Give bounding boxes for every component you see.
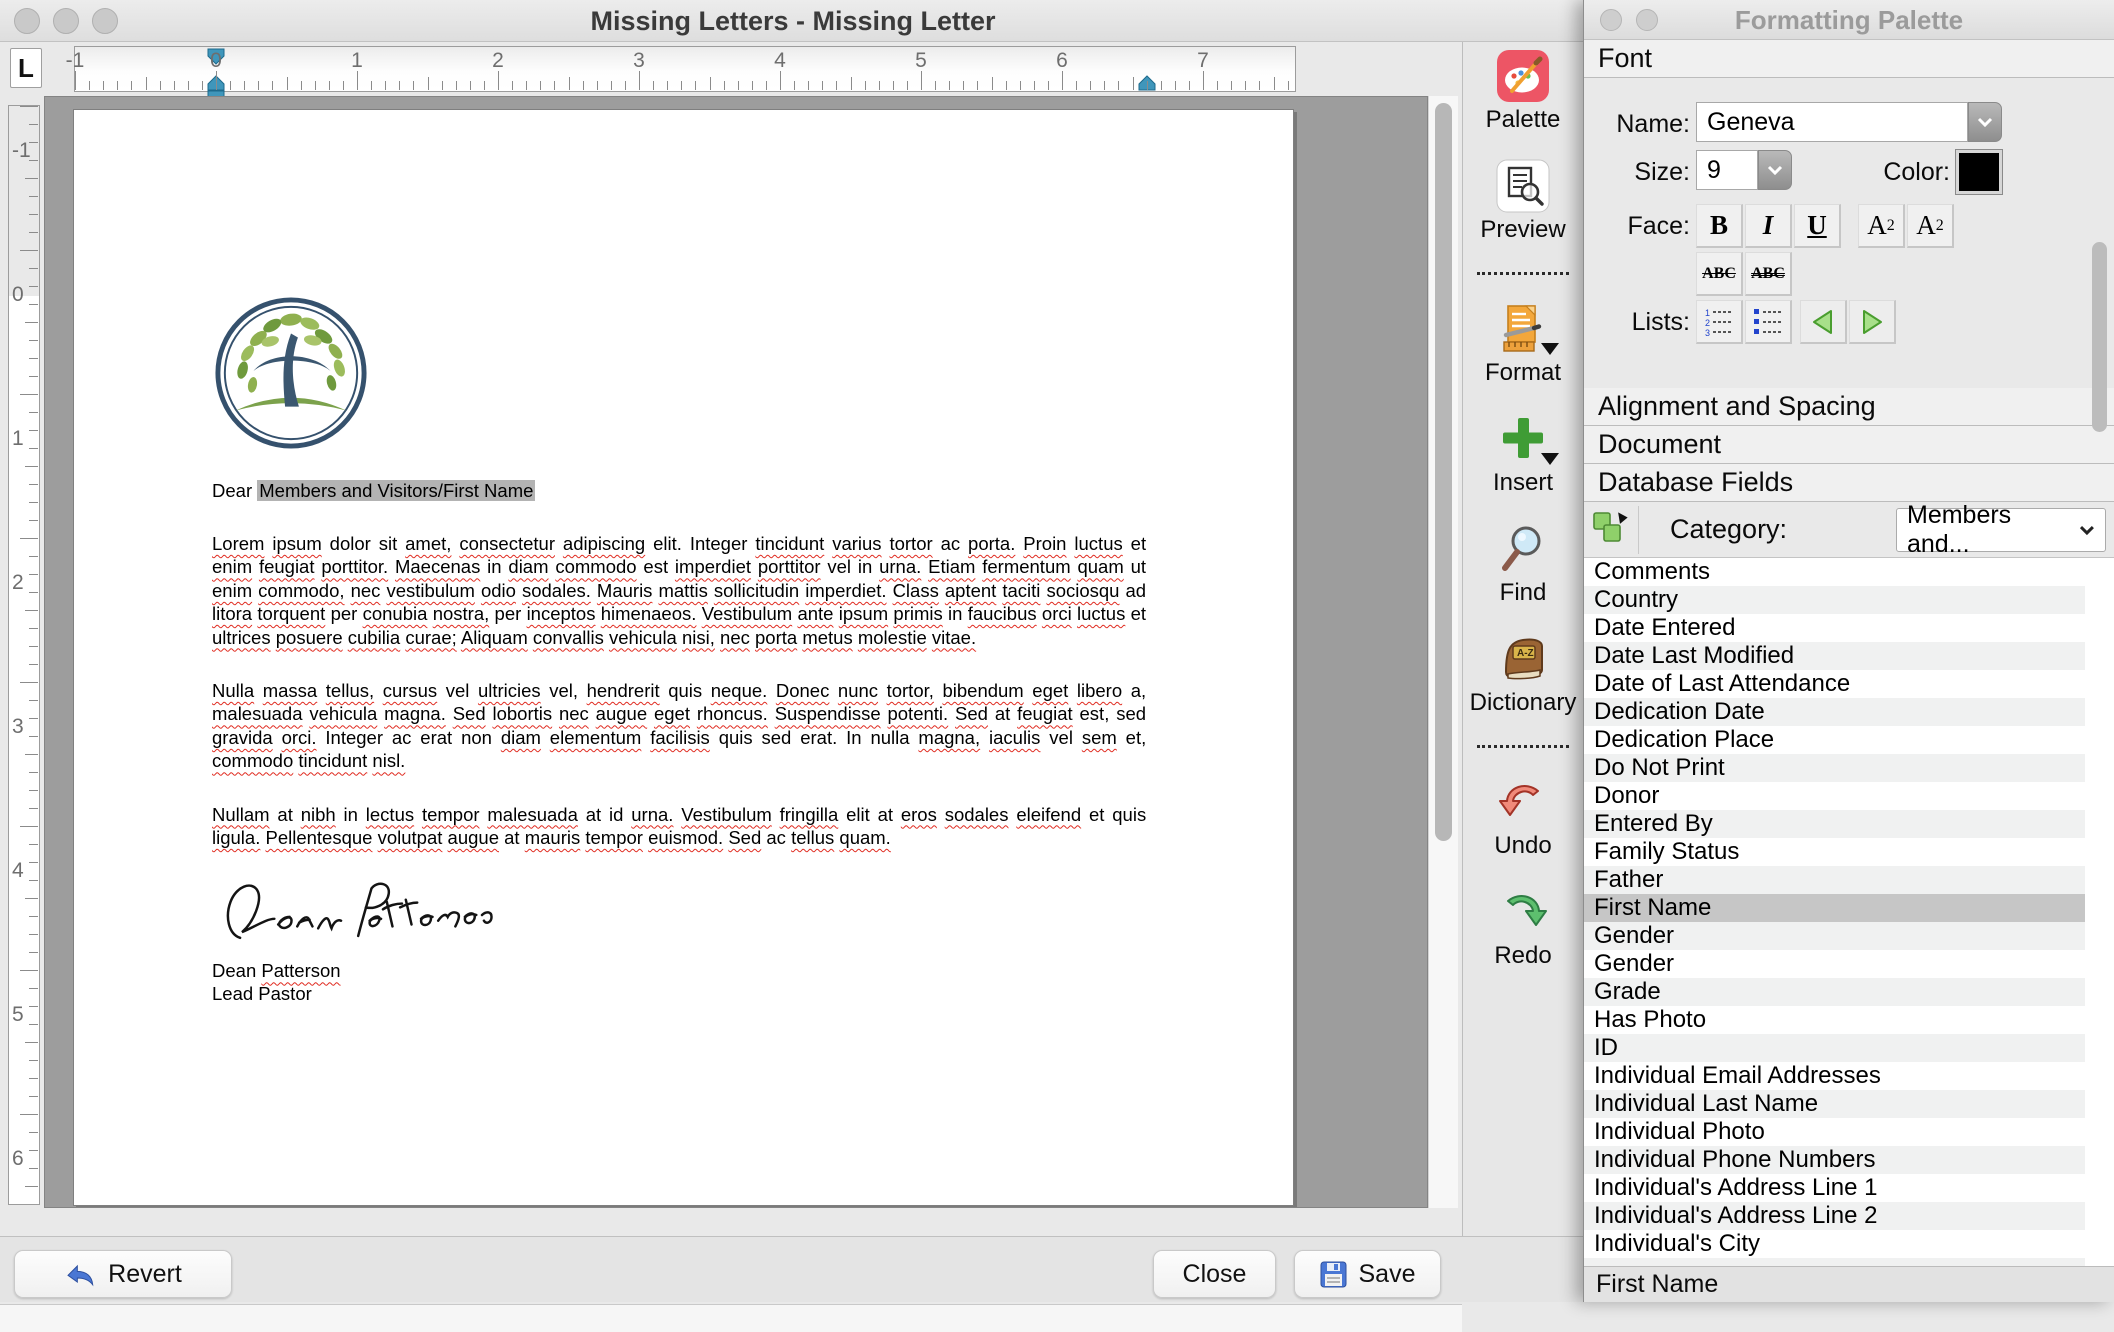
section-header-alignment[interactable]: Alignment and Spacing	[1584, 388, 2114, 426]
tab-stop-selector[interactable]: L	[10, 48, 42, 88]
strikethrough-button[interactable]: ABC	[1696, 252, 1743, 296]
field-item[interactable]: First Name	[1584, 894, 2085, 922]
redo-icon	[1495, 884, 1551, 940]
palette-button[interactable]: Palette	[1486, 48, 1561, 134]
document-pasteboard	[44, 96, 1428, 1208]
right-arrow-icon	[1858, 308, 1886, 336]
field-item[interactable]: Father	[1584, 866, 2085, 894]
preview-button[interactable]: Preview	[1480, 158, 1565, 244]
selected-field-footer: First Name	[1584, 1266, 2114, 1302]
vertical-scrollbar[interactable]	[1428, 96, 1458, 1208]
section-header-document[interactable]: Document	[1584, 426, 2114, 464]
superscript-button[interactable]: A 2	[1858, 204, 1905, 248]
horizontal-ruler[interactable]: -1 0 1 2 3 4 5 6 7	[74, 46, 1296, 92]
database-fields-list	[1584, 558, 2114, 1266]
field-item[interactable]: Donor	[1594, 782, 1660, 809]
field-item[interactable]: Gender	[1584, 922, 2085, 950]
numbered-list-button[interactable]	[1696, 300, 1743, 344]
bold-button[interactable]: B	[1696, 204, 1743, 248]
field-item[interactable]: Individual's City	[1594, 1230, 1760, 1257]
toolbar-separator	[1477, 745, 1569, 748]
vertical-ruler[interactable]: -1 0 1 2 3 4 5 6	[8, 105, 40, 1205]
right-toolbar	[1462, 42, 1583, 1236]
field-item[interactable]: ID	[1584, 1034, 2085, 1062]
field-item[interactable]: Individual's Address Line 1	[1594, 1174, 1878, 1201]
chevron-down-icon	[2079, 525, 2095, 536]
bulleted-list-button[interactable]	[1745, 300, 1792, 344]
salutation-prefix: Dear	[212, 480, 258, 501]
letter-paragraph: Nulla massa tellus, cursus vel ultricies vel, hendrerit quis neque. Donec nunc tortor, bibendum eget libero a, malesuada vehicula magna. Sed lobortis nec augue eget rhoncus. Suspendisse potenti. Sed at feugiat est, sed gravida orci. Integer ac erat non diam elementum facilisis quis sed erat. In nulla magna, iaculis vel sem et, commodo tincidunt nisl.	[212, 680, 1147, 772]
svg-text:2: 2	[1705, 317, 1711, 328]
handwritten-signature	[212, 875, 512, 955]
category-row	[1584, 502, 2114, 558]
subscript-button[interactable]: A 2	[1907, 204, 1954, 248]
field-item[interactable]: Gender	[1594, 950, 1675, 977]
undo-button[interactable]: Undo	[1494, 774, 1551, 860]
section-header-font[interactable]: Font	[1584, 40, 2114, 78]
revert-button[interactable]: Revert	[14, 1250, 232, 1298]
field-item[interactable]: Date of Last Attendance	[1594, 670, 1851, 697]
fields-list-scrollbar-thumb[interactable]	[2092, 242, 2107, 432]
field-item[interactable]: Family Status	[1594, 838, 1740, 865]
font-color-swatch[interactable]	[1956, 150, 2002, 194]
redo-button[interactable]: Redo	[1494, 884, 1551, 970]
dictionary-button[interactable]: A-Z Dictionary	[1470, 631, 1577, 717]
format-dropdown-arrow-icon	[1541, 343, 1559, 355]
salutation-line	[212, 480, 1146, 502]
formatting-palette-window	[1583, 0, 2114, 1302]
field-item[interactable]: Has Photo	[1594, 1006, 1707, 1033]
letter-page[interactable]	[73, 109, 1294, 1206]
font-name-label: Name:	[1616, 110, 1690, 138]
svg-text:3: 3	[1705, 327, 1711, 337]
letter-paragraph: Nullam at nibh in lectus tempor malesuada at id urna. Vestibulum fringilla elit at eros sodales eleifend et quis ligula. Pellentesque volutpat augue at mauris tempor euismod. Sed ac tellus quam.	[212, 803, 1147, 849]
underline-button[interactable]: U	[1794, 204, 1841, 248]
church-tree-logo	[212, 294, 370, 452]
category-label: Category:	[1670, 514, 1788, 544]
signature-title: Lead Pastor	[212, 983, 312, 1005]
insert-button[interactable]: Insert	[1493, 411, 1553, 497]
double-strikethrough-button[interactable]: ABC	[1745, 252, 1792, 296]
vertical-scrollbar-thumb[interactable]	[1435, 103, 1452, 841]
field-item[interactable]: Entered By	[1584, 810, 2085, 838]
window-title: Missing Letters - Missing Letter	[590, 6, 996, 36]
lists-label: Lists:	[1631, 308, 1690, 336]
letter-paragraph: Lorem ipsum dolor sit amet, consectetur adipiscing elit. Integer tincidunt varius tortor ac porta. Proin luctus et enim feugiat porttitor. Maecenas in diam commodo est imperdiet porttitor vel in urna. Etiam fermentum quam ut enim commodo, nec vestibulum odio sodales. Mauris mattis sollicitudin imperdiet. Class aptent taciti sociosqu ad litora torquent per conubia nostra, per inceptos himenaeos. Vestibulum ante ipsum primis in faucibus orci luctus et ultrices posuere cubilia curae; Aliquam convallis vehicula nisi, nec porta metus molestie vitae.	[212, 533, 1147, 648]
horizontal-scrollbar[interactable]	[0, 1304, 1462, 1332]
font-color-label: Color:	[1883, 158, 1950, 186]
insert-field-icon[interactable]	[1592, 511, 1632, 549]
field-item[interactable]: Date Last Modified	[1584, 642, 2085, 670]
section-header-database-fields[interactable]: Database Fields	[1584, 464, 2114, 502]
signature-name: Dean Patterson	[212, 960, 341, 982]
svg-text:A-Z: A-Z	[1516, 648, 1534, 659]
increase-indent-button[interactable]	[1849, 300, 1896, 344]
left-arrow-icon	[1809, 308, 1837, 336]
revert-arrow-icon	[64, 1259, 96, 1289]
find-button[interactable]: Find	[1495, 521, 1551, 607]
field-item[interactable]: Grade	[1584, 978, 2085, 1006]
insert-dropdown-arrow-icon	[1541, 453, 1559, 465]
font-size-dropdown-chevron-icon[interactable]	[1758, 150, 1792, 190]
field-item[interactable]: Individual Phone Numbers	[1584, 1146, 2085, 1174]
field-item[interactable]: Individual's Address Line 2	[1584, 1202, 2085, 1230]
save-floppy-icon	[1320, 1261, 1347, 1288]
field-item[interactable]: Date Entered	[1594, 614, 1736, 641]
merge-field-first-name[interactable]: Members and Visitors/First Name	[259, 480, 534, 501]
find-icon	[1495, 521, 1551, 577]
field-item[interactable]: Country	[1584, 586, 2085, 614]
font-name-dropdown-chevron-icon[interactable]	[1968, 102, 2002, 142]
decrease-indent-button[interactable]	[1800, 300, 1847, 344]
field-item[interactable]: Individual Photo	[1594, 1118, 1765, 1145]
font-face-label: Face:	[1627, 212, 1690, 240]
field-item[interactable]: Individual Last Name	[1584, 1090, 2085, 1118]
toolbar-separator	[1477, 272, 1569, 275]
insert-icon	[1495, 411, 1551, 467]
category-dropdown[interactable]: Members and...	[1896, 508, 2106, 552]
font-name-select[interactable]: Geneva	[1696, 102, 1968, 142]
main-titlebar	[0, 0, 1586, 42]
font-size-label: Size:	[1634, 158, 1690, 186]
close-button[interactable]: Close	[1153, 1250, 1276, 1298]
font-size-select[interactable]: 9	[1696, 150, 1758, 190]
divider	[1638, 506, 1639, 554]
format-icon	[1495, 301, 1551, 357]
field-item[interactable]: Do Not Print	[1584, 754, 2085, 782]
palette-icon	[1495, 48, 1551, 104]
palette-titlebar	[1584, 0, 2114, 40]
italic-button[interactable]: I	[1745, 204, 1792, 248]
format-button[interactable]: Format	[1485, 301, 1561, 387]
numbered-list-icon	[1704, 307, 1734, 337]
field-item[interactable]: Individual Email Addresses	[1594, 1062, 1881, 1089]
preview-icon	[1495, 158, 1551, 214]
undo-icon	[1495, 774, 1551, 830]
save-button[interactable]: Save	[1294, 1250, 1441, 1298]
ruler-row	[0, 42, 1462, 96]
bulleted-list-icon	[1753, 307, 1783, 337]
document-area	[0, 96, 1462, 1208]
field-item-partial[interactable]	[1584, 1258, 2085, 1266]
bottom-button-bar	[0, 1236, 1586, 1302]
field-item[interactable]: Dedication Place	[1594, 726, 1775, 753]
field-item[interactable]: Dedication Date	[1584, 698, 2085, 726]
dictionary-icon	[1495, 631, 1551, 687]
svg-text:1: 1	[1705, 307, 1711, 318]
palette-window-title: Formatting Palette	[1734, 5, 1964, 35]
field-item[interactable]: Comments	[1594, 558, 1711, 585]
font-panel	[1584, 78, 2114, 388]
